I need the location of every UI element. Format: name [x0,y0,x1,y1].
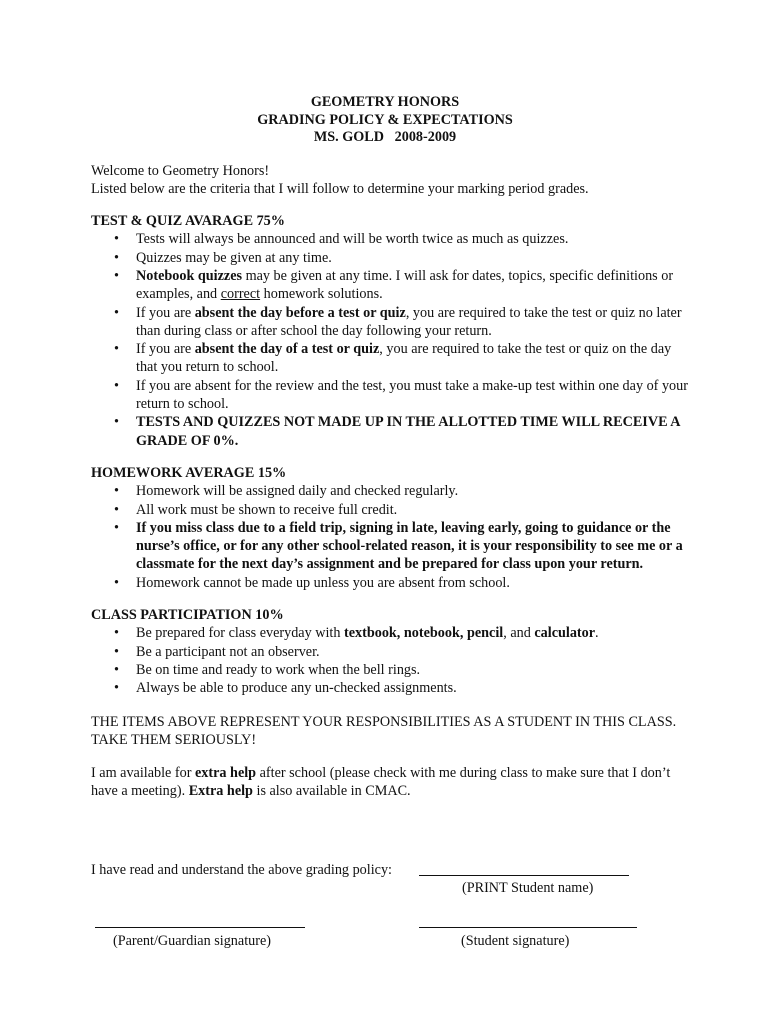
title-course: GEOMETRY HONORS [310,94,460,110]
list-item: • If you are absent the day of a test or quiz, you are required to take the test or quiz on the day that you return to school. [136,340,691,377]
student-name-line[interactable] [419,860,629,876]
list-item: • If you are absent for the review and the test, you must take a make-up test within one day of your return to school. [136,377,691,414]
acknowledgement-text: I have read and understand the above grading policy: [91,862,392,878]
homework-list [91,482,691,592]
homework-heading: HOMEWORK AVERAGE 15% [91,464,287,481]
list-item: • Homework will be assigned daily and checked regularly. [136,482,691,500]
list-item: • If you miss class due to a field trip, signing in late, leaving early, going to guidance or the nurse’s office, or for any other school-related reason, it is your responsibility to see me or a classmate for the next day’s assignment and be prepared for class upon your return. [136,519,691,574]
title-policy: GRADING POLICY & EXPECTATIONS [257,111,513,128]
list-item: • All work must be shown to receive full credit. [136,501,691,519]
participation-list [91,624,691,697]
extra-help-paragraph: I am available for extra help after school (please check with me during class to make sure that I don’t have a meeting). Extra help is also available in CMAC. [91,765,671,800]
document-title [79,94,691,147]
test-quiz-heading: TEST & QUIZ AVARAGE 75% [91,213,285,230]
list-item: • Notebook quizzes may be given at any time. I will ask for dates, topics, specific definitions or examples, and correct homework solutions. [136,267,691,304]
list-item: • Be prepared for class everyday with textbook, notebook, pencil, and calculator. [136,624,691,642]
list-item: • Be a participant not an observer. [136,643,691,661]
list-item: • Tests will always be announced and will be worth twice as much as quizzes. [136,230,691,248]
policy-document [91,94,691,801]
participation-heading: CLASS PARTICIPATION 10% [91,607,284,624]
parent-signature-label: (Parent/Guardian signature) [113,933,271,949]
intro [91,162,691,199]
criteria-text: Listed below are the criteria that I will follow to determine your marking period grades. [91,180,589,197]
parent-signature-line[interactable] [95,912,305,928]
student-signature-line[interactable] [419,912,637,928]
list-item: • TESTS AND QUIZZES NOT MADE UP IN THE ALLOTTED TIME WILL RECEIVE A GRADE OF 0%. [136,413,691,450]
test-quiz-list [91,230,691,450]
list-item: • Quizzes may be given at any time. [136,249,691,267]
list-item: • Homework cannot be made up unless you are absent from school. [136,574,691,592]
responsibility-statement: THE ITEMS ABOVE REPRESENT YOUR RESPONSIBILITIES AS A STUDENT IN THIS CLASS. TAKE THEM SERIOUSLY! [91,713,677,748]
title-teacher-year: MS. GOLD 2008-2009 [313,129,457,145]
print-name-label: (PRINT Student name) [462,880,594,896]
student-signature-label: (Student signature) [461,933,570,949]
list-item: • If you are absent the day before a test or quiz, you are required to take the test or quiz no later than during class or after school the day following your return. [136,304,691,341]
list-item: • Be on time and ready to work when the bell rings. [136,661,691,679]
list-item: • Always be able to produce any un-checked assignments. [136,679,691,697]
welcome-text: Welcome to Geometry Honors! [91,162,270,179]
